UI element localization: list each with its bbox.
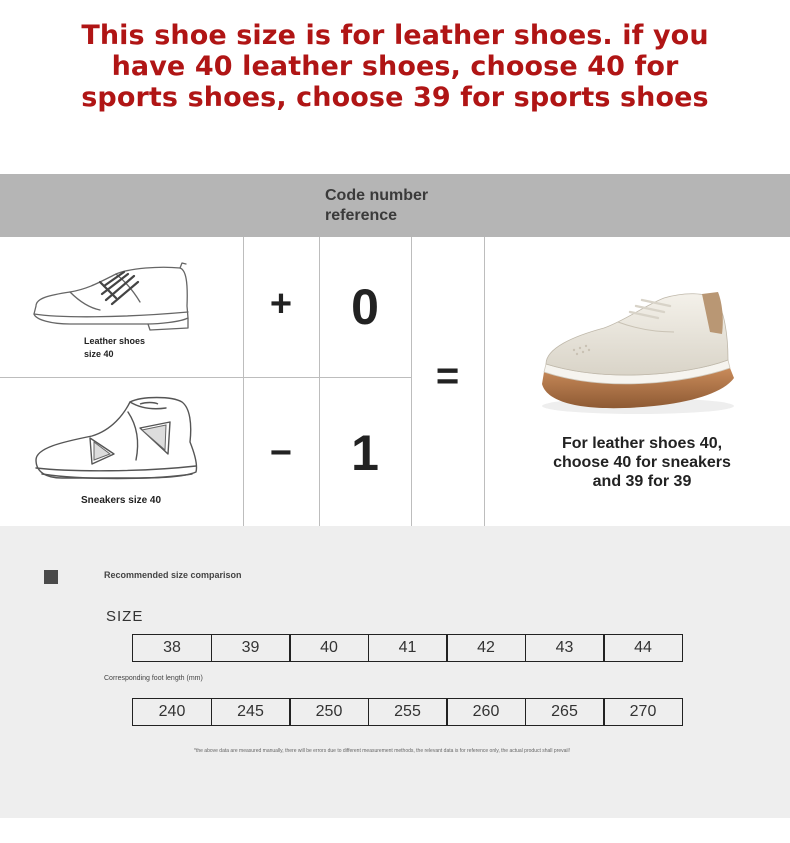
leather-shoe-sketch-icon: [30, 262, 192, 332]
section-title: Recommended size comparison: [104, 570, 242, 580]
foot-length-cell: 245: [211, 698, 291, 726]
leather-shoe-label-line: size 40: [84, 349, 114, 359]
foot-length-row: [132, 698, 682, 726]
size-cell: 41: [368, 634, 448, 662]
foot-length-cell: 265: [525, 698, 605, 726]
white-sneaker-photo-icon: [534, 288, 740, 418]
grid-divider: [484, 237, 485, 526]
foot-length-cell: 260: [446, 698, 526, 726]
headline: [0, 20, 790, 113]
size-cell: 40: [289, 634, 369, 662]
caption-line: choose 40 for sneakers: [553, 454, 731, 471]
disclaimer-footnote: *the above data are measured manually, there will be errors due to different measurement methods, the relevant data is for reference only, the actual product shall prevail!: [194, 748, 571, 754]
minus-sign: −: [269, 432, 293, 474]
size-cell: 42: [446, 634, 526, 662]
leather-shoe-label: [84, 335, 145, 361]
plus-sign: +: [269, 283, 293, 325]
equals-sign: =: [435, 354, 460, 398]
reference-caption: [528, 434, 756, 491]
foot-length-label: Corresponding foot length (mm): [104, 675, 203, 682]
plus-value: 0: [351, 279, 379, 335]
grid-divider: [243, 237, 244, 526]
size-label: SIZE: [106, 608, 144, 625]
square-bullet-icon: [44, 570, 58, 584]
reference-title: [325, 186, 465, 226]
size-cell: 39: [211, 634, 291, 662]
reference-title-line: Code number: [325, 187, 429, 204]
caption-line: For leather shoes 40,: [561, 435, 723, 452]
headline-line: have 40 leather shoes, choose 40 for: [111, 51, 679, 82]
foot-length-cell: 240: [132, 698, 212, 726]
size-row: [132, 634, 682, 662]
sneaker-sketch-icon: [32, 394, 200, 484]
size-cell: 43: [525, 634, 605, 662]
caption-line: and 39 for 39: [592, 473, 692, 490]
foot-length-cell: 250: [289, 698, 369, 726]
foot-length-cell: 270: [603, 698, 683, 726]
size-cell: 38: [132, 634, 212, 662]
size-cell: 44: [603, 634, 683, 662]
grid-divider: [0, 377, 411, 378]
headline-line: sports shoes, choose 39 for sports shoes: [81, 82, 709, 113]
foot-length-cell: 255: [368, 698, 448, 726]
headline-line: This shoe size is for leather shoes. if you: [81, 20, 709, 51]
minus-value: 1: [351, 425, 379, 481]
leather-shoe-label-line: Leather shoes: [84, 336, 146, 346]
sneaker-label: Sneakers size 40: [81, 495, 162, 506]
reference-title-line: reference: [325, 207, 398, 224]
